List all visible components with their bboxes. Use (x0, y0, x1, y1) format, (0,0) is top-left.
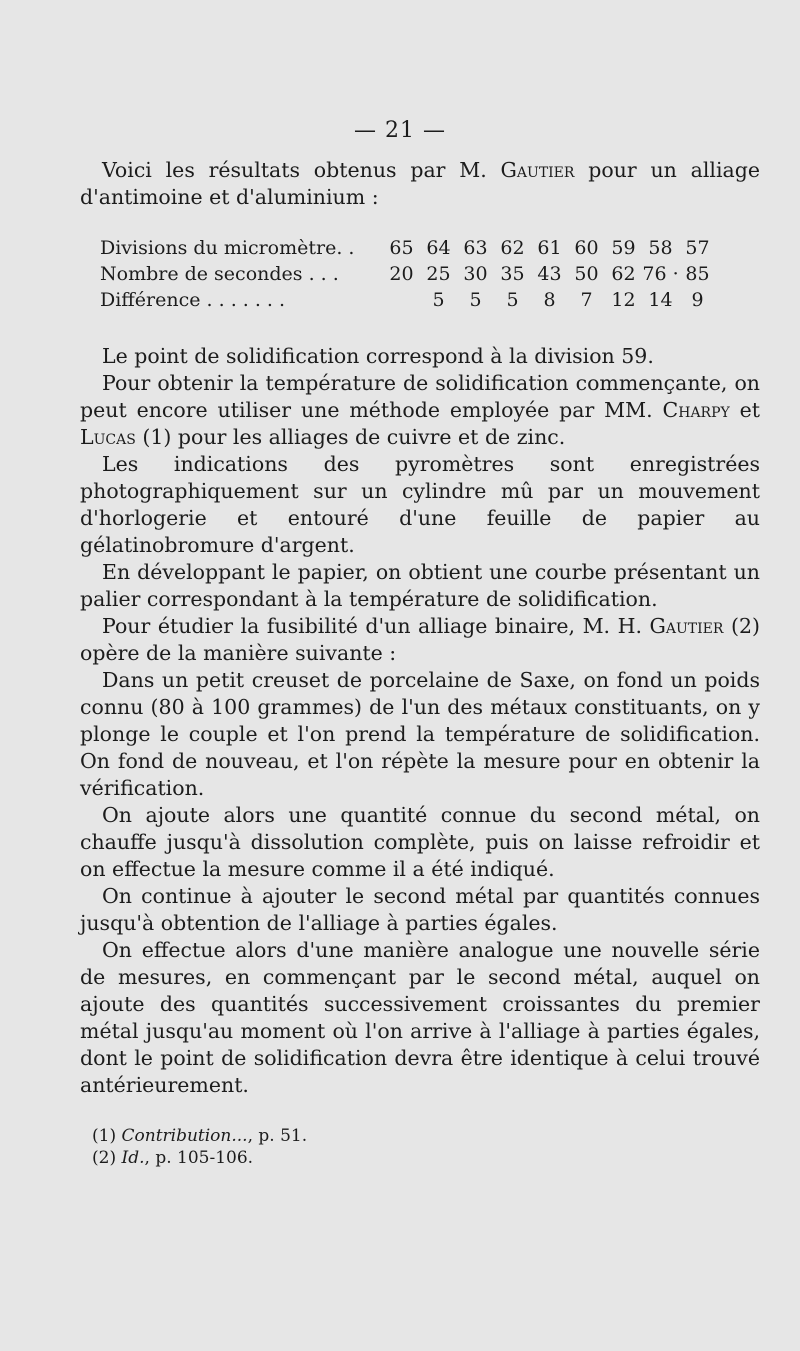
table-cell: 85 (685, 263, 710, 285)
table-cell: 5 (432, 289, 445, 311)
paragraph: En développant le papier, on obtient une courbe présentant un palier correspondant à la température de solidification. (80, 560, 760, 611)
table-cell: 14 (648, 289, 673, 311)
table-row (100, 235, 716, 261)
paragraph-text: (2) opère de la manière suivante : (80, 614, 760, 665)
table-cell: 62 (611, 263, 636, 285)
row-label: Différence . . . . . . . (100, 289, 286, 311)
table-cell: 57 (685, 237, 710, 259)
table-cell (383, 287, 420, 313)
table-cell: 5 (506, 289, 519, 311)
table-cell: 64 (426, 237, 451, 259)
table-cell: 60 (574, 237, 599, 259)
footnote-title: Contribution... (121, 1126, 248, 1146)
paragraph: Les indications des pyromètres sont enregistrées photographiquement sur un cylindre mû par un mouvement d'horlogerie et entouré d'une feuille de papier au gélatinobromure d'argent. (80, 452, 760, 557)
table-cell: 65 (389, 237, 414, 259)
paragraph-text: Pour étudier la fusibilité d'un alliage binaire, M. H. (102, 614, 650, 638)
intro-text (80, 157, 760, 211)
table-cell: 62 (500, 237, 525, 259)
paragraph-text: (1) pour les alliages de cuivre et de zinc. (135, 425, 566, 449)
table-cell: 20 (389, 263, 414, 285)
table-cell: 12 (611, 289, 636, 311)
footnote-title: Id. (121, 1148, 145, 1168)
row-label: Divisions du micromètre. . (100, 237, 355, 259)
intro-before: Voici les résultats obtenus par M. (102, 158, 501, 182)
footnotes (92, 1125, 307, 1169)
table-row (100, 287, 716, 313)
author-name: Gautier (500, 158, 575, 182)
table-cell: 35 (500, 263, 525, 285)
table-cell: 7 (580, 289, 593, 311)
results-table (100, 235, 716, 313)
table-cell: 76 · (642, 263, 679, 285)
paragraph-text: et (729, 398, 761, 422)
paragraph: On ajoute alors une quantité connue du second métal, on chauffe jusqu'à dissolution complète, puis on laisse refroidir et on effectue la mesure comme il a été indiqué. (80, 803, 760, 881)
intro-paragraph (80, 157, 760, 211)
intro-after: pour un alliage d'antimoine et d'aluminium : (80, 158, 760, 209)
author-name: Charpy (662, 398, 730, 422)
table-cell: 30 (463, 263, 488, 285)
body-text (80, 343, 760, 1099)
table-cell: 63 (463, 237, 488, 259)
table-cell: 43 (537, 263, 562, 285)
footnote-rest: , p. 105-106. (144, 1148, 254, 1168)
paragraph (80, 370, 760, 451)
table-cell: 9 (691, 289, 704, 311)
paragraph (80, 613, 760, 667)
table-cell: 25 (426, 263, 451, 285)
table-cell: 8 (543, 289, 556, 311)
paragraph: On continue à ajouter le second métal par quantités connues jusqu'à obtention de l'alliage à parties égales. (80, 884, 760, 935)
paragraph: Dans un petit creuset de porcelaine de Saxe, on fond un poids connu (80 à 100 grammes) de l'un des métaux constituants, on y plonge le couple et l'on prend la température de solidification. On fond de nouveau, et l'on répète la mesure pour en obtenir la vérification. (80, 668, 760, 800)
author-name: Gautier (649, 614, 724, 638)
footnote-rest: , p. 51. (247, 1126, 308, 1146)
footnote (92, 1147, 307, 1169)
footnote-mark: (1) (92, 1126, 117, 1146)
table-cell: 50 (574, 263, 599, 285)
table-cell: 58 (648, 237, 673, 259)
footnote (92, 1125, 307, 1147)
row-label: Nombre de secondes . . . (100, 263, 339, 285)
paragraph-text: Pour obtenir la température de solidification commençante, on peut encore utiliser une méthode employée par MM. (80, 371, 760, 422)
table-cell: 61 (537, 237, 562, 259)
table-row (100, 261, 716, 287)
paragraph: On effectue alors d'une manière analogue une nouvelle série de mesures, en commençant par le second métal, auquel on ajoute des quantités successivement croissantes du premier métal jusqu'au moment où l'on arrive à l'alliage à parties égales, dont le point de solidification devra être identique à celui trouvé antérieurement. (80, 938, 760, 1097)
table-cell: 5 (469, 289, 482, 311)
paragraph: Le point de solidification correspond à la division 59. (102, 344, 654, 368)
author-name: Lucas (80, 425, 136, 449)
page-number: — 21 — (354, 118, 446, 143)
table-cell: 59 (611, 237, 636, 259)
footnote-mark: (2) (92, 1148, 117, 1168)
